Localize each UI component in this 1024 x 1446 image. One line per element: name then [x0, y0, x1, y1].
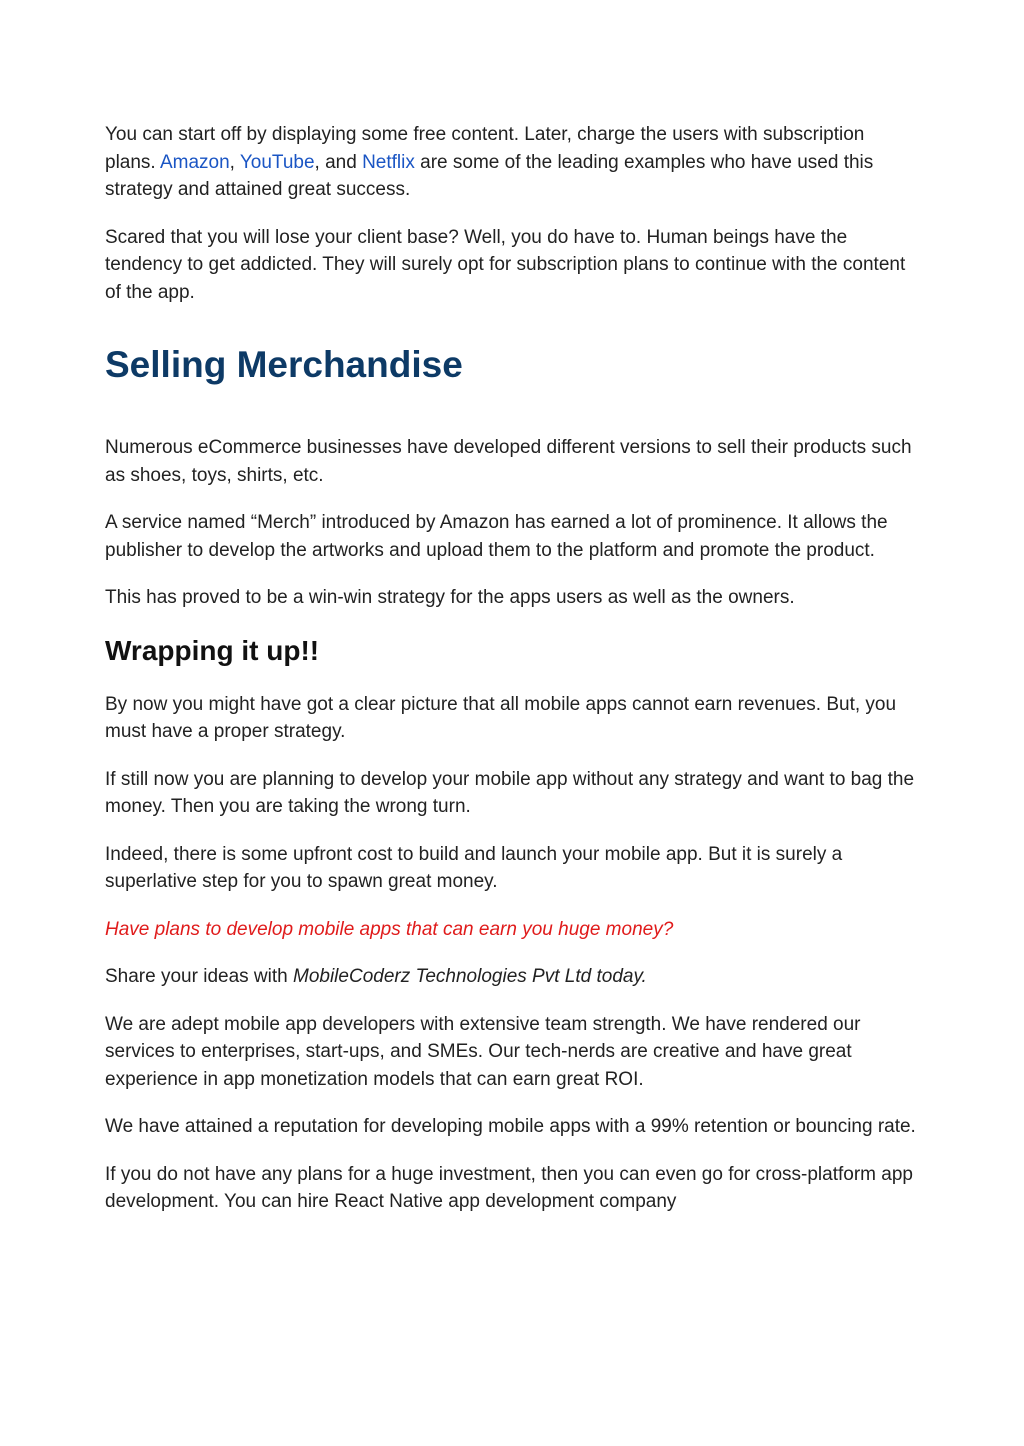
- company-name: MobileCoderz Technologies Pvt Ltd today.: [293, 966, 647, 987]
- intro-paragraph-2: Scared that you will lose your client base? Well, you do have to. Human beings have the tendency to get addicted. They will surely opt for subscription plans to continue with the content of the app.: [105, 226, 906, 303]
- intro-text-a: You can start off by displaying some free content. Later, charge the users with subscription plans.: [105, 124, 865, 173]
- wrapping-paragraph-5: We have attained a reputation for developing mobile apps with a 99% retention or bouncing rate.: [105, 1116, 916, 1137]
- selling-paragraph-1: Numerous eCommerce businesses have developed different versions to sell their products such as shoes, toys, shirts, etc.: [105, 437, 912, 486]
- intro-sep-2: , and: [314, 151, 363, 173]
- wrapping-up-heading: Wrapping it up!!: [105, 634, 320, 666]
- wrapping-paragraph-6: If you do not have any plans for a huge investment, then you can even go for cross-platform app development. You can hire React Native app development company: [105, 1163, 913, 1212]
- selling-merchandise-heading: Selling Merchandise: [105, 344, 463, 385]
- wrapping-paragraph-1: By now you might have got a clear picture that all mobile apps cannot earn revenues. But, you must have a proper strategy.: [105, 693, 897, 742]
- selling-paragraph-2: A service named “Merch” introduced by Amazon has earned a lot of prominence. It allows the publisher to develop the artworks and upload them to the platform and promote the product.: [105, 512, 888, 561]
- intro-text-b: are some of the leading examples who have used this strategy and attained great success.: [105, 151, 874, 200]
- share-ideas-paragraph: [105, 963, 920, 991]
- wrapping-paragraph-4: We are adept mobile app developers with extensive team strength. We have rendered our services to enterprises, start-ups, and SMEs. Our tech-nerds are creative and have great experience in app monetization models that can earn great ROI.: [105, 1013, 861, 1090]
- wrapping-paragraph-2: If still now you are planning to develop your mobile app without any strategy and want to bag the money. Then you are taking the wrong turn.: [105, 768, 915, 817]
- netflix-link[interactable]: Netflix: [362, 151, 415, 173]
- amazon-link[interactable]: Amazon: [159, 151, 230, 173]
- intro-paragraph-1: [105, 121, 920, 204]
- document-page: [105, 121, 920, 1236]
- call-to-action: Have plans to develop mobile apps that can earn you huge money?: [105, 918, 674, 940]
- intro-sep-1: ,: [229, 151, 240, 173]
- selling-paragraph-3: This has proved to be a win-win strategy for the apps users as well as the owners.: [105, 587, 795, 608]
- wrapping-paragraph-3: Indeed, there is some upfront cost to build and launch your mobile app. But it is surely a superlative step for you to spawn great money.: [105, 843, 843, 892]
- share-prefix: Share your ideas with: [105, 966, 293, 987]
- youtube-link[interactable]: YouTube: [239, 151, 315, 173]
